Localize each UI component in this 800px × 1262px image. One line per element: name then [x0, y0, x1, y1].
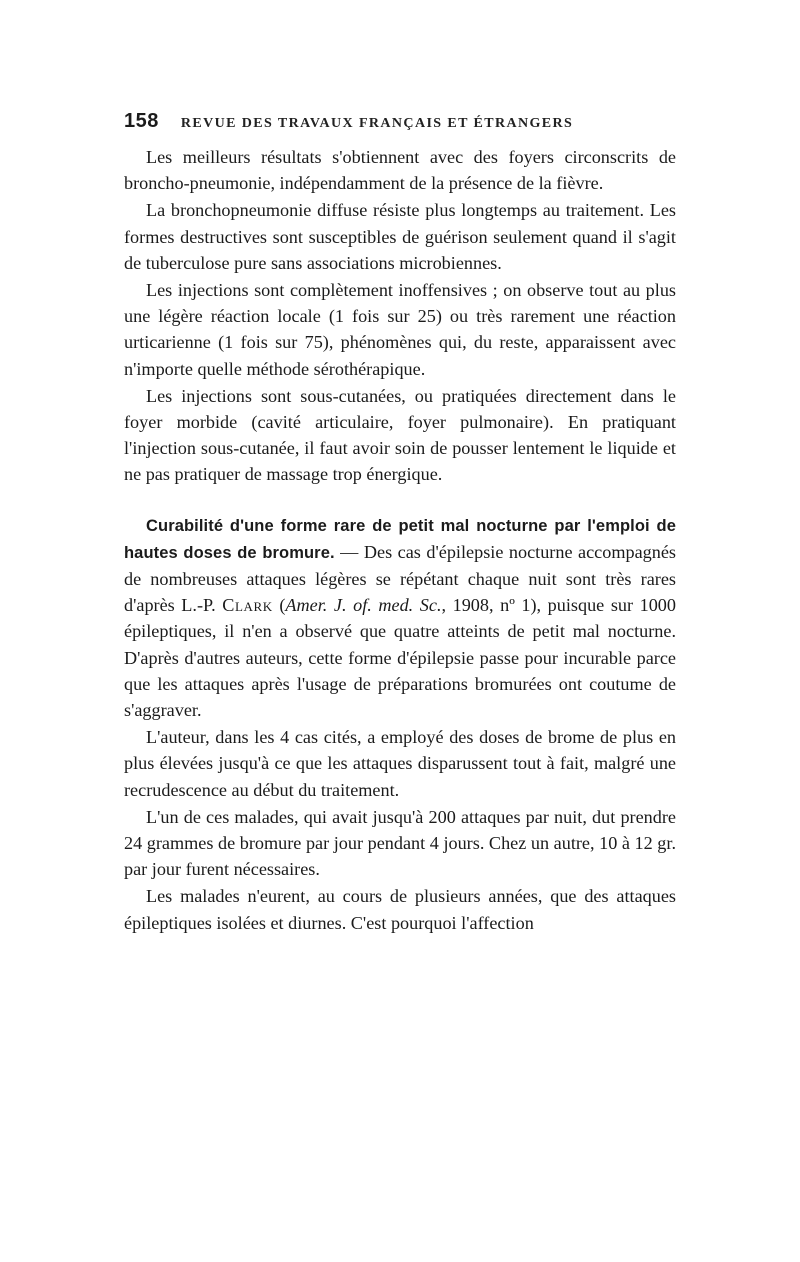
paragraph-injection-method: Les injections sont sous-cutanées, ou pratiquées directement dans le foyer morbide (cavité articulaire, foyer pulmonaire). En pratiquant l'injection sous-cutanée, il faut avoir soin de pousser lentement le liquide et ne pas pratiquer de massage trop énergique.	[124, 385, 676, 485]
paragraph-results: Les meilleurs résultats s'obtiennent avec des foyers circonscrits de broncho-pneumonie, indépendamment de la présence de la fièvre.	[124, 147, 676, 194]
paragraph-outcome: Les malades n'eurent, au cours de plusieurs années, que des attaques épileptiques isolées et diurnes. C'est pourquoi l'affection	[124, 886, 676, 933]
page	[124, 110, 676, 936]
section-gap	[124, 488, 676, 512]
citation-open: (	[272, 595, 286, 616]
journal-name: Amer. J. of. med. Sc.	[285, 595, 442, 616]
paragraph-patient-case: L'un de ces malades, qui avait jusqu'à 200 attaques par nuit, dut prendre 24 grammes de bromure par jour pendant 4 jours. Chez un autre, 10 à 12 gr. par jour furent nécessaires.	[124, 806, 676, 880]
paragraph-injection-safety: Les injections sont complètement inoffensives ; on observe tout au plus une légère réaction locale (1 fois sur 25) ou très rarement une réaction urticarienne (1 fois sur 75), phénomènes qui, du reste, apparaissent avec n'importe quelle méthode sérothérapique.	[124, 280, 676, 379]
running-title: REVUE DES TRAVAUX FRANÇAIS ET ÉTRANGERS	[180, 116, 574, 131]
paragraph-diffuse-bronchopneumonia: La bronchopneumonie diffuse résiste plus longtemps au traitement. Les formes destructives sont susceptibles de guérison seulement quand il s'agit de tuberculose pure sans associations microbiennes.	[124, 200, 676, 273]
author-name: Clark	[222, 595, 273, 616]
article-intro-paragraph	[124, 512, 676, 724]
running-header	[124, 110, 676, 144]
page-number: 158	[124, 110, 159, 132]
intro-text-part-2: , 1908, nº 1), puisque sur 1000 épileptiques, il n'en a observé que quatre atteints de petit mal nocturne. D'après d'autres auteurs, cette forme d'épilepsie passe pour incurable parce que les attaques après l'usage de préparations bromurées ont coutume de s'aggraver.	[124, 595, 676, 721]
intro-text-part-1: — Des cas d'épilepsie nocturne accompagnés de nombreuses attaques légères se répétant chaque nuit sont très rares d'après L.-P.	[124, 541, 676, 616]
paragraph-bromine-doses: L'auteur, dans les 4 cas cités, a employé des doses de brome de plus en plus élevées jusqu'à ce que les attaques disparussent tout à fait, malgré une recrudescence au début du traitement.	[124, 727, 676, 800]
article-heading: Curabilité d'une forme rare de petit mal nocturne par l'emploi de hautes doses de bromure.	[124, 516, 676, 562]
